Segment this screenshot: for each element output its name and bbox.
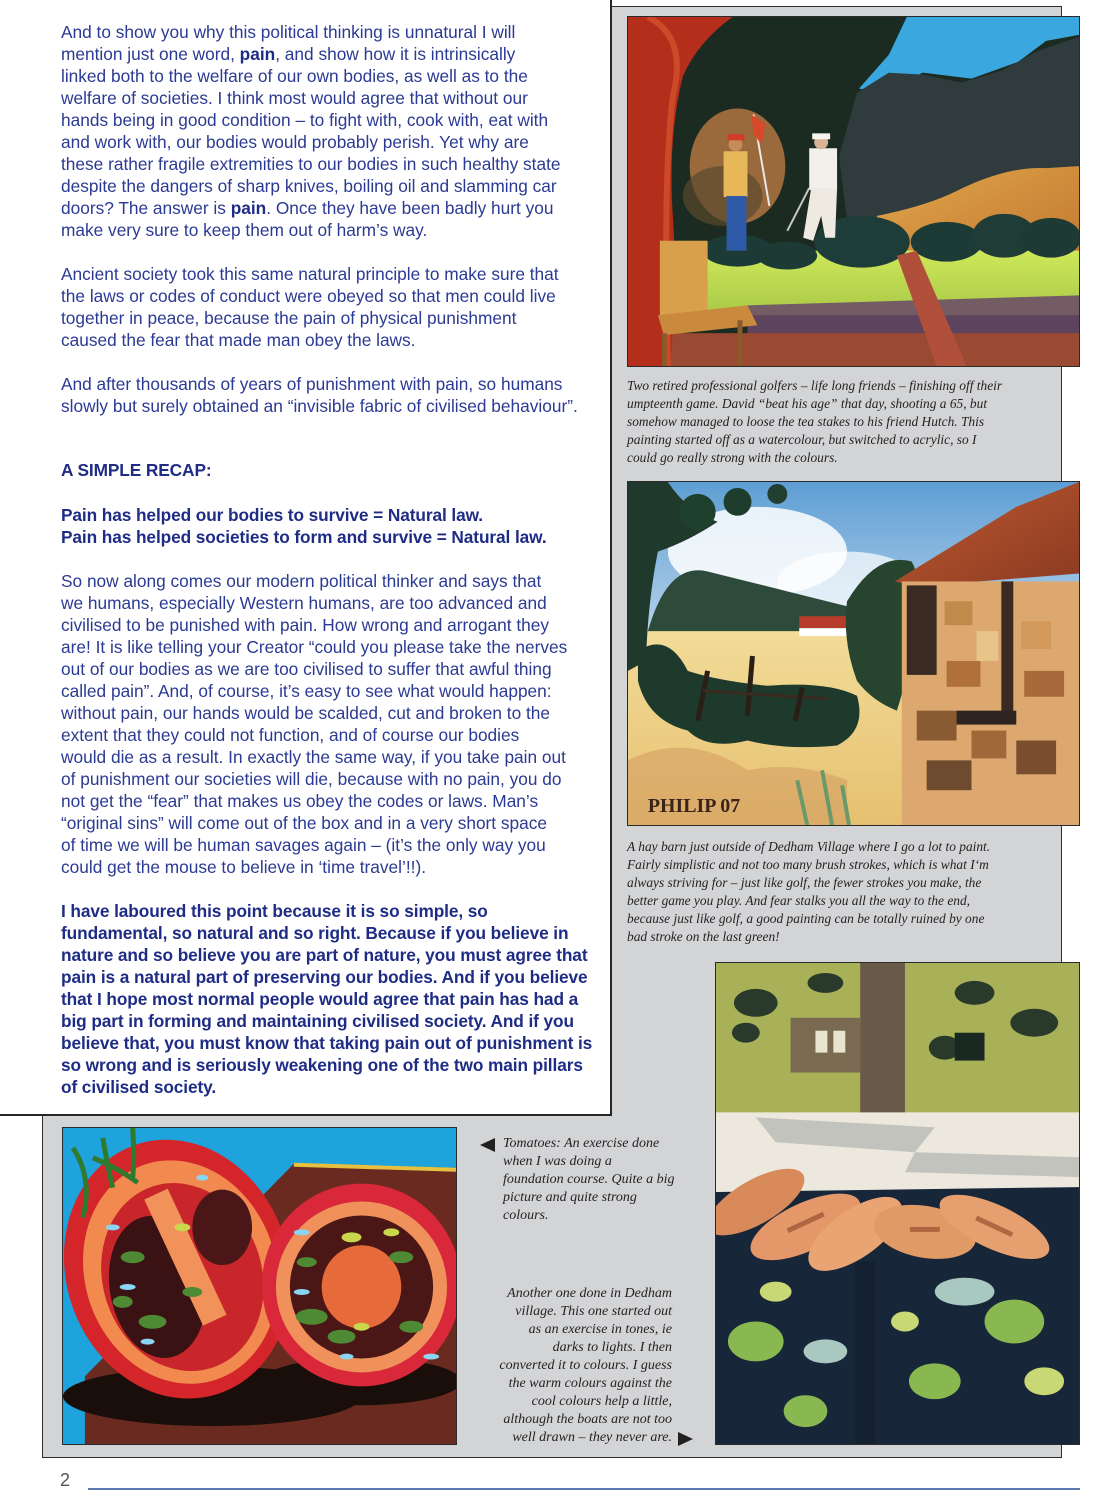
- text-line: civilised to be punished with pain. How wrong and arrogant they: [61, 615, 550, 635]
- text-line: of civilised society.: [61, 1077, 217, 1097]
- caption-boats: Another one done in Dedham village. This one started out as an exercise in tones, ie darks to lights. I then converted it to colours. I guess the warm colours against the cool colours help a little, although the boats are not too well drawn – they never are.: [499, 1286, 672, 1445]
- text-line: And to show you why this political thinking is unnatural I will: [61, 22, 516, 42]
- text-line: I have laboured this point because it is so simple, so: [61, 901, 488, 921]
- caption-hay-barn: A hay barn just outside of Dedham Village where I go a lot to paint. Fairly simplistic and not too many brush strokes, which is what I‘m always striving for – just like golf, the fewer strokes you make, the better game you play. And fear stalks you all the way to the end, because just like golf, a good painting can be totally ruined by one bad stroke on the last green!: [627, 839, 991, 944]
- text-line: so wrong and is seriously weakening one of the two main pillars: [61, 1055, 583, 1075]
- text-line: together in peace, because the pain of physical punishment: [61, 308, 517, 328]
- text-line: linked both to the welfare of our own bodies, as well as to the: [61, 66, 528, 86]
- text-line: would die as a result. In exactly the same way, if you take pain out: [61, 747, 566, 767]
- caption-golfers: Two retired professional golfers – life long friends – finishing off their umpteenth game. David “beat his age” that day, shooting a 65, but somehow managed to loose the tea stakes to his friend Hutch. This painting started off as a watercolour, but switched to acrylic, so I could go really strong with the colours.: [627, 378, 1003, 465]
- text-line: make very sure to keep them out of harm’s way.: [61, 220, 428, 240]
- text-line: big part in forming and maintaining civilised society. And if you: [61, 1011, 574, 1031]
- text-line: that I hope most normal people would agree that pain has had a: [61, 989, 579, 1009]
- text-line: So now along comes our modern political thinker and says that: [61, 571, 542, 591]
- text-line: these rather fragile extremities to our bodies in such healthy state: [61, 154, 561, 174]
- paragraph-ancient-society: [61, 263, 559, 351]
- boats-painting-image: [716, 963, 1079, 1444]
- text-line: not get the “fear” that makes us obey the codes or laws. Man’s: [61, 791, 539, 811]
- tomatoes-painting-image: [63, 1128, 456, 1444]
- text-line: are! It is like telling your Creator “could you please take the nerves: [61, 637, 568, 657]
- page-number: 2: [60, 1470, 71, 1490]
- text-line: pain is a natural part of preserving our bodies. And if you believe: [61, 967, 588, 987]
- text-line: doors? The answer is pain. Once they have been badly hurt you: [61, 198, 554, 218]
- footer-rule: [88, 1488, 1080, 1490]
- text-line: out of our bodies as we are too civilised to suffer that awful thing: [61, 659, 552, 679]
- text-line: hands being in good condition – to fight with, cook with, eat with: [61, 110, 549, 130]
- text-line: And after thousands of years of punishment with pain, so humans: [61, 374, 563, 394]
- text-line: without pain, our hands would be scalded, cut and broken to the: [61, 703, 551, 723]
- text-line: nature and so believe you are part of nature, you must agree that: [61, 945, 588, 965]
- left-arrow-icon: [480, 1138, 495, 1152]
- emphasis-pain: pain: [230, 198, 267, 218]
- text-line: slowly but surely obtained an “invisible fabric of civilised behaviour”.: [61, 396, 578, 416]
- text-line: Pain has helped our bodies to survive = Natural law.: [61, 505, 483, 525]
- text-line: extent that they could not function, and of course our bodies: [61, 725, 520, 745]
- text-line: believe that, you must know that taking pain out of punishment is: [61, 1033, 593, 1053]
- text-line: mention just one word, pain, and show how it is intrinsically: [61, 44, 516, 64]
- paragraph-pain-intro: [61, 21, 561, 241]
- hay-barn-painting-image: [628, 482, 1079, 825]
- right-arrow-icon: [678, 1432, 693, 1446]
- recap-statements: [61, 504, 547, 548]
- paragraph-modern-thinker: [61, 570, 567, 878]
- text-line: of punishment our societies will die, because with no pain, you do: [61, 769, 562, 789]
- emphasis-pain: pain: [239, 44, 276, 64]
- painting-golfers: [627, 16, 1080, 367]
- text-line: and work with, our bodies would probably perish. Yet why are: [61, 132, 529, 152]
- text-line: the laws or codes of conduct were obeyed so that men could live: [61, 286, 556, 306]
- golfers-painting-image: [628, 17, 1079, 366]
- text-line: we humans, especially Western humans, are too advanced and: [61, 593, 547, 613]
- text-line: Pain has helped societies to form and survive = Natural law.: [61, 527, 547, 547]
- painting-signature: PHILIP 07: [647, 795, 741, 818]
- paragraph-conclusion: [61, 900, 592, 1098]
- text-line: welfare of societies. I think most would agree that without our: [61, 88, 528, 108]
- painting-hay-barn: [627, 481, 1080, 826]
- text-line: of time we will be human savages again – (it’s the only way you: [61, 835, 546, 855]
- paragraph-civilised-behaviour: [61, 373, 578, 417]
- caption-tomatoes: Tomatoes: An exercise done when I was doing a foundation course. Quite a big picture and quite strong colours.: [503, 1136, 675, 1223]
- painting-tomatoes: [62, 1127, 457, 1445]
- text-line: fundamental, so natural and so right. Because if you believe in: [61, 923, 569, 943]
- text-line: called pain”. And, of course, it’s easy to see what would happen:: [61, 681, 552, 701]
- recap-heading: A SIMPLE RECAP:: [61, 460, 212, 480]
- text-line: “original sins” will come out of the box and in a very short space: [61, 813, 548, 833]
- text-line: despite the dangers of sharp knives, boiling oil and slamming car: [61, 176, 557, 196]
- text-line: caused the fear that made man obey the laws.: [61, 330, 416, 350]
- text-line: Ancient society took this same natural principle to make sure that: [61, 264, 559, 284]
- painting-boats: [715, 962, 1080, 1445]
- text-line: could get the mouse to believe in ‘time travel’!!).: [61, 857, 427, 877]
